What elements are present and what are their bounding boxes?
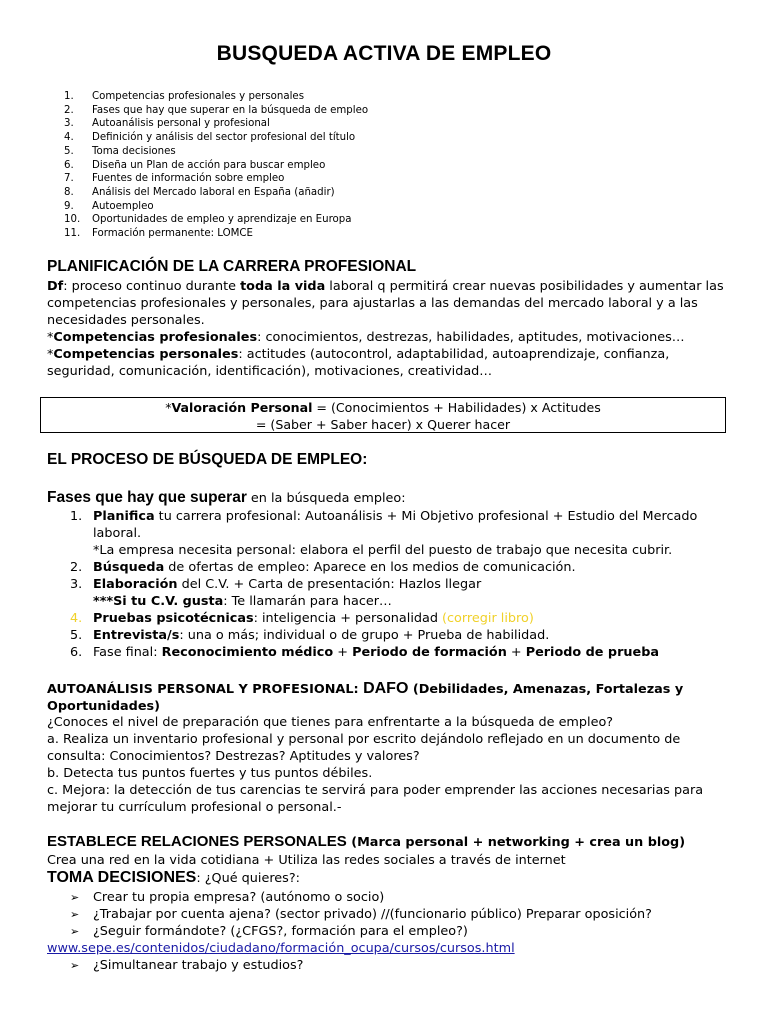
list-subitem: ***Si tu C.V. gusta : Te llamarán para hacer… xyxy=(93,594,392,609)
list-subitem: *La empresa necesita personal: elabora el perfil del puesto de trabajo que necesita cubrir. xyxy=(93,543,673,558)
toc-item: 7. Fuentes de información sobre empleo xyxy=(64,173,285,185)
arrow-bullet-icon: ➢ xyxy=(70,891,80,904)
arrow-bullet-icon: ➢ xyxy=(70,959,80,972)
sepe-cursos-link[interactable]: www.sepe.es/contenidos/ciudadano/formación_ocupa/cursos/cursos.html xyxy=(47,941,515,956)
toc-item: 9. Autoempleo xyxy=(64,200,154,212)
autoanalisis-point-c: c. Mejora: la detección de tus carencias te servirá para poder emprender las acciones necesarias para mejorar tu currículum profesional o personal.- xyxy=(47,783,704,815)
list-item: ➢ ¿Simultanear trabajo y estudios? xyxy=(70,958,304,973)
document-title: BUSQUEDA ACTIVA DE EMPLEO xyxy=(216,42,552,65)
formula-line-2: = (Saber + Saber hacer) x Querer hacer xyxy=(255,417,511,432)
list-item: 3. Elaboración del C.V. + Carta de presentación: Hazlos llegar xyxy=(70,577,482,592)
arrow-bullet-icon: ➢ xyxy=(70,925,80,938)
toc-item: 8. Análisis del Mercado laboral en España (añadir) xyxy=(64,186,335,198)
autoanalisis-point-b: b. Detecta tus puntos fuertes y tus puntos débiles. xyxy=(47,766,373,781)
decisions-list-extra xyxy=(70,957,710,974)
toc-item: 1. Competencias profesionales y personales xyxy=(64,91,305,102)
list-item: ➢ ¿Seguir formándote? (¿CFGS?, formación para el empleo?) xyxy=(70,924,468,939)
autoanalisis-question: ¿Conoces el nivel de preparación que tienes para enfrentarte a la búsqueda de empleo? xyxy=(47,715,614,730)
formula-box xyxy=(40,397,726,433)
list-item: 2. Búsqueda de ofertas de empleo: Aparece en los medios de comunicación. xyxy=(70,560,576,575)
list-item: 5. Entrevista/s: una o más; individual o de grupo + Prueba de habilidad. xyxy=(70,628,550,643)
list-item: 4. Pruebas psicotécnicas: inteligencia + personalidad (corregir libro) xyxy=(70,611,534,626)
toc-item: 2. Fases que hay que superar en la búsqueda de empleo xyxy=(64,104,369,116)
phases-list xyxy=(70,508,720,661)
toc-item: 10. Oportunidades de empleo y aprendizaje en Europa xyxy=(64,214,352,226)
toc-item: 4. Definición y análisis del sector profesional del título xyxy=(64,132,356,144)
relaciones-text: Crea una red en la vida cotidiana + Utiliza las redes sociales a través de internet xyxy=(47,853,566,868)
toc-item: 11. Formación permanente: LOMCE xyxy=(64,228,253,240)
autoanalisis-point-a: a. Realiza un inventario profesional y personal por escrito dejándolo reflejado en un documento de consulta: Conocimientos? Destrezas? Aptitudes y valores? xyxy=(47,732,681,764)
toc-item: 3. Autoanálisis personal y profesional xyxy=(64,118,270,130)
list-item: 6. Fase final: Reconocimiento médico + Periodo de formación + Periodo de prueba xyxy=(70,645,659,660)
section-heading-proceso: EL PROCESO DE BÚSQUEDA DE EMPLEO: xyxy=(47,451,368,468)
arrow-bullet-icon: ➢ xyxy=(70,908,80,921)
correction-note: (corregir libro) xyxy=(442,611,534,626)
table-of-contents xyxy=(64,90,368,241)
decisions-list xyxy=(70,889,710,940)
section-heading-autoanalisis: AUTOANÁLISIS PERSONAL Y PROFESIONAL: DAFO (Debilidades, Amenazas, Fortalezas y Oportunidades) xyxy=(47,680,684,714)
toc-item: 5. Toma decisiones xyxy=(64,145,176,157)
competencias-profesionales: *Competencias profesionales: conocimientos, destrezas, habilidades, aptitudes, motivaciones… xyxy=(47,330,685,345)
section-heading-relaciones: ESTABLECE RELACIONES PERSONALES (Marca personal + networking + crea un blog) xyxy=(47,833,686,850)
section-heading-decisiones: TOMA DECISIONES: ¿Qué quieres?: xyxy=(47,869,300,886)
formula-line-1: *Valoración Personal = (Conocimientos + Habilidades) x Actitudes xyxy=(165,400,601,415)
toc-item: 6. Diseña un Plan de acción para buscar empleo xyxy=(64,159,326,171)
section-heading-planificacion: PLANIFICACIÓN DE LA CARRERA PROFESIONAL xyxy=(47,258,417,275)
list-item: ➢ ¿Trabajar por cuenta ajena? (sector privado) //(funcionario público) Preparar oposición? xyxy=(70,907,652,922)
list-item: 1. Planifica tu carrera profesional: Autoanálisis + Mi Objetivo profesional + Estudio del Mercado laboral. xyxy=(70,509,698,541)
competencias-personales: *Competencias personales: actitudes (autocontrol, adaptabilidad, autoaprendizaje, confianza, seguridad, comunicación, identificación), motivaciones, creatividad… xyxy=(47,347,670,379)
list-item: ➢ Crear tu propia empresa? (autónomo o socio) xyxy=(70,890,385,905)
definition-paragraph: Df: proceso continuo durante toda la vida laboral q permitirá crear nuevas posibilidades y aumentar las competencias profesionales y personales, para ajustarlas a las demandas del mercado laboral y a las necesidades personales. xyxy=(47,279,724,328)
fases-intro: Fases que hay que superar en la búsqueda empleo: xyxy=(47,489,406,506)
